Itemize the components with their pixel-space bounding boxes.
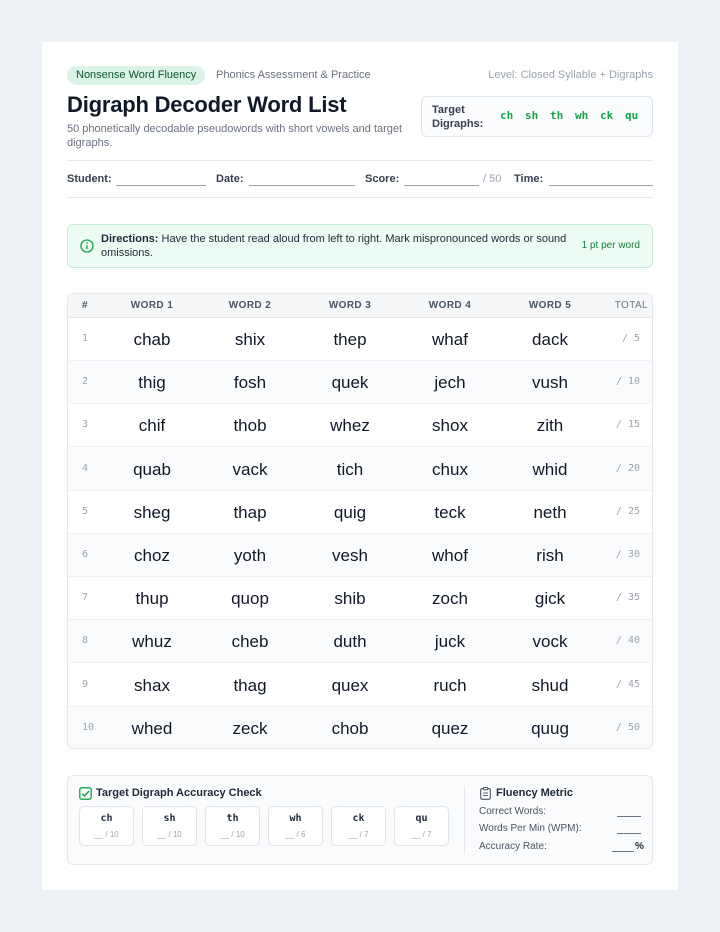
date-label: Date: (216, 173, 244, 185)
row-total: / 10 (615, 376, 640, 388)
digraph-name: wh (289, 813, 302, 824)
digraph-accuracy-sh (142, 806, 197, 846)
directions-heading: Directions: (101, 233, 159, 245)
row-number: 8 (82, 635, 89, 647)
digraph-chip: qu (625, 109, 639, 122)
pseudoword[interactable]: zeck (232, 718, 268, 738)
column-header-number: # (82, 300, 88, 311)
digraph-score[interactable]: __ / 10 (94, 830, 119, 839)
column-header-word3: WORD 3 (328, 300, 372, 311)
digraph-accuracy-ck (331, 806, 386, 846)
row-number: 3 (82, 419, 89, 431)
student-label: Student: (67, 173, 112, 185)
digraph-chip: ck (600, 109, 614, 122)
score-total: / 50 (483, 173, 502, 185)
pseudoword[interactable]: yoth (233, 546, 267, 565)
pseudoword[interactable]: quek (331, 373, 369, 393)
accuracy-rate-field[interactable] (612, 851, 634, 852)
pseudoword[interactable]: shib (334, 589, 366, 609)
date-field[interactable] (249, 185, 355, 186)
pseudoword[interactable]: tich (336, 459, 364, 479)
pseudoword[interactable]: quig (333, 502, 367, 522)
digraph-accuracy-ch (79, 806, 134, 846)
digraph-accuracy-wh (268, 806, 323, 846)
digraph-chip: wh (575, 109, 589, 122)
digraph-score[interactable]: __ / 10 (220, 830, 245, 839)
digraph-score[interactable]: __ / 7 (411, 830, 432, 839)
pseudoword[interactable]: vock (532, 632, 568, 652)
pseudoword[interactable]: whof (432, 546, 468, 565)
digraph-chip: th (550, 109, 564, 122)
bottom-panel (67, 775, 653, 865)
worksheet-page (42, 42, 678, 890)
time-label: Time: (514, 173, 544, 185)
assessment-badge: Nonsense Word Fluency (67, 66, 205, 85)
pseudoword[interactable]: whaf (432, 330, 468, 349)
target-digraphs-box (421, 96, 653, 137)
info-icon (80, 239, 94, 253)
digraph-chip: sh (525, 109, 539, 122)
pseudoword[interactable]: chob (331, 718, 369, 738)
column-header-word2: WORD 2 (228, 300, 272, 311)
row-number: 5 (82, 505, 89, 517)
percent-sign: % (635, 841, 644, 852)
table-row (68, 620, 652, 663)
row-total: / 5 (621, 333, 640, 344)
row-total: / 20 (615, 462, 640, 474)
pseudoword[interactable]: chif (138, 416, 166, 436)
pseudoword[interactable]: thup (135, 589, 169, 609)
pseudoword[interactable]: shix (234, 330, 266, 349)
pseudoword[interactable]: whed (131, 718, 173, 738)
pseudoword[interactable]: quop (231, 589, 269, 609)
row-total: / 40 (615, 635, 640, 647)
digraph-name: th (226, 813, 239, 824)
pseudoword[interactable]: gick (534, 589, 566, 609)
page-description: 50 phonetically decodable pseudowords with short vowels and target digraphs. (67, 123, 403, 149)
pseudoword[interactable]: rish (536, 546, 564, 565)
row-total: / 15 (615, 419, 640, 431)
table-row (68, 534, 652, 577)
pseudoword[interactable]: fosh (233, 373, 267, 393)
digraph-score[interactable]: __ / 10 (157, 830, 182, 839)
table-row (68, 707, 652, 749)
pseudoword[interactable]: teck (434, 502, 466, 522)
row-number: 7 (82, 592, 89, 604)
accuracy-rate-label: Accuracy Rate: (479, 841, 547, 852)
time-field[interactable] (549, 185, 653, 186)
table-header (68, 294, 652, 318)
pseudoword[interactable]: quez (431, 718, 469, 738)
divider (67, 197, 653, 198)
pseudoword[interactable]: neth (533, 502, 567, 522)
target-digraphs-label: Target Digraphs: (432, 104, 484, 130)
row-total: / 30 (615, 549, 640, 560)
divider (67, 160, 653, 161)
directions-body: Have the student read aloud from left to right. Mark mispronounced words or sound omissions. (101, 233, 567, 259)
pseudoword[interactable]: quug (531, 718, 569, 738)
pseudoword[interactable]: shud (531, 675, 569, 695)
row-total: / 25 (615, 505, 640, 517)
pseudoword[interactable]: dack (532, 330, 568, 349)
table-row (68, 577, 652, 620)
pseudoword[interactable]: vush (532, 373, 568, 393)
pseudoword[interactable]: vack (232, 459, 268, 479)
pseudoword[interactable]: thig (138, 373, 166, 393)
digraph-accuracy-th (205, 806, 260, 846)
digraph-name: qu (415, 813, 428, 824)
vertical-divider (464, 786, 465, 854)
pseudoword[interactable]: quex (331, 675, 369, 695)
accuracy-check-title: Target Digraph Accuracy Check (96, 787, 262, 799)
table-row (68, 664, 652, 707)
page-title: Digraph Decoder Word List (67, 92, 347, 117)
pseudoword[interactable]: thag (233, 675, 267, 695)
pseudoword[interactable]: duth (333, 632, 367, 652)
row-number: 2 (82, 376, 89, 388)
pseudoword[interactable]: shox (432, 416, 468, 436)
assessment-subtitle: Phonics Assessment & Practice (216, 69, 371, 81)
pseudoword[interactable]: whez (330, 416, 370, 436)
pseudoword[interactable]: quab (133, 459, 171, 479)
column-header-word4: WORD 4 (428, 300, 472, 311)
pseudoword[interactable]: chab (133, 330, 171, 349)
table-row (68, 404, 652, 447)
word-table (67, 293, 653, 749)
level-label: Level: Closed Syllable + Digraphs (488, 69, 653, 81)
pseudoword[interactable]: choz (134, 546, 170, 565)
fluency-title: Fluency Metric (496, 787, 574, 799)
pseudoword[interactable]: sheg (133, 502, 171, 522)
table-row (68, 318, 652, 361)
wpm-field[interactable] (617, 833, 641, 834)
directions-text (101, 232, 581, 260)
digraph-score[interactable]: __ / 6 (285, 830, 306, 839)
row-total: / 45 (615, 678, 640, 690)
row-number: 6 (82, 549, 89, 560)
student-field[interactable] (116, 185, 206, 186)
checkbox-icon (79, 787, 92, 800)
directions-box (67, 224, 653, 268)
digraph-name: ch (100, 813, 113, 824)
column-header-word1: WORD 1 (130, 300, 174, 311)
pseudoword[interactable]: ruch (433, 675, 467, 695)
row-number: 4 (82, 462, 89, 474)
row-total: / 50 (615, 721, 640, 733)
correct-words-label: Correct Words: (479, 806, 547, 817)
digraph-score[interactable]: __ / 7 (348, 830, 369, 839)
column-header-total: TOTAL (614, 300, 648, 311)
pseudoword[interactable]: jech (434, 373, 466, 393)
clipboard-icon (480, 787, 491, 800)
pseudoword[interactable]: juck (434, 632, 466, 652)
column-header-word5: WORD 5 (528, 300, 572, 311)
pseudoword[interactable]: whid (532, 459, 568, 479)
table-row (68, 448, 652, 491)
digraph-accuracy-qu (394, 806, 449, 846)
pseudoword[interactable]: thob (233, 416, 267, 436)
row-number: 10 (82, 721, 95, 733)
pseudoword[interactable]: vesh (332, 546, 368, 565)
score-field[interactable] (404, 185, 479, 186)
pseudoword[interactable]: thap (233, 502, 267, 522)
table-row (68, 491, 652, 534)
wpm-label: Words Per Min (WPM): (479, 823, 582, 834)
digraph-chip: ch (500, 109, 514, 122)
table-row (68, 361, 652, 404)
pseudoword[interactable]: chux (432, 459, 468, 479)
row-total: / 35 (615, 592, 640, 604)
pseudoword[interactable]: shax (134, 675, 170, 695)
digraph-name: sh (163, 813, 176, 824)
digraph-name: ck (352, 813, 365, 824)
pseudoword[interactable]: whuz (132, 632, 172, 652)
pseudoword[interactable]: thep (333, 330, 367, 349)
points-per-word: 1 pt per word (581, 240, 640, 251)
correct-words-field[interactable] (617, 816, 641, 817)
score-label: Score: (365, 173, 400, 185)
pseudoword[interactable]: zith (536, 416, 564, 436)
row-number: 9 (82, 678, 89, 690)
row-number: 1 (82, 333, 89, 344)
pseudoword[interactable]: cheb (231, 632, 269, 652)
pseudoword[interactable]: zoch (432, 589, 468, 609)
